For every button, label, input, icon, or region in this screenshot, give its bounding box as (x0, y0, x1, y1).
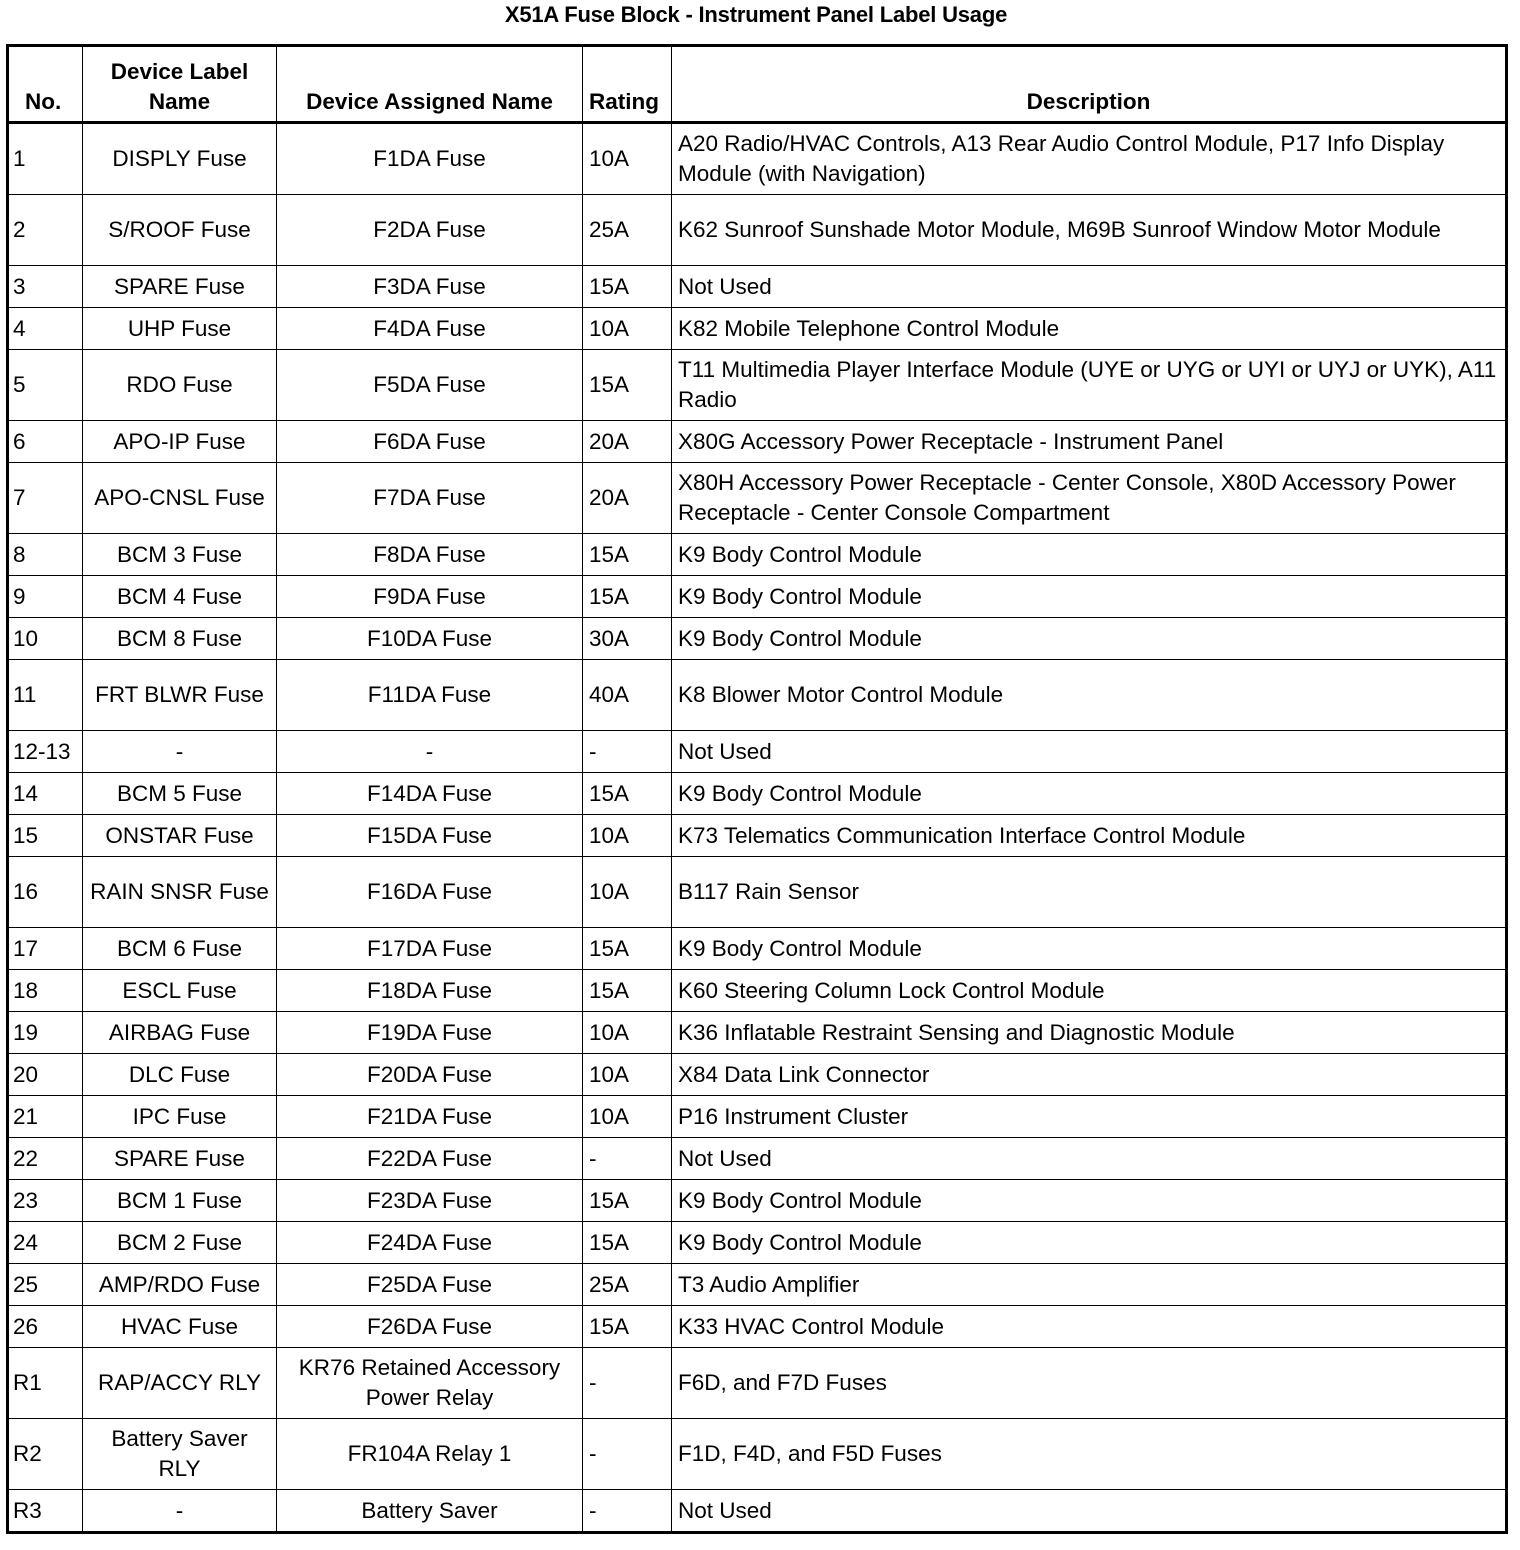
rating-cell: 15A (583, 1222, 672, 1264)
device-assigned-name-cell: F25DA Fuse (277, 1264, 583, 1306)
device-label-name-cell: BCM 3 Fuse (83, 534, 277, 576)
fuse-number-cell: 15 (8, 815, 83, 857)
device-label-name-cell: BCM 8 Fuse (83, 618, 277, 660)
rating-cell: 10A (583, 815, 672, 857)
fuse-number-cell: 8 (8, 534, 83, 576)
device-label-name-cell: ONSTAR Fuse (83, 815, 277, 857)
rating-cell: 20A (583, 421, 672, 463)
description-cell: Not Used (672, 731, 1507, 773)
device-label-name-cell: SPARE Fuse (83, 266, 277, 308)
description-cell: F1D, F4D, and F5D Fuses (672, 1419, 1507, 1490)
table-row (8, 534, 1507, 576)
device-assigned-name-cell: F14DA Fuse (277, 773, 583, 815)
device-assigned-name-cell: F5DA Fuse (277, 350, 583, 421)
fuse-number-cell: R1 (8, 1348, 83, 1419)
table-row (8, 970, 1507, 1012)
description-cell: Not Used (672, 1138, 1507, 1180)
description-cell: K9 Body Control Module (672, 1180, 1507, 1222)
description-cell: F6D, and F7D Fuses (672, 1348, 1507, 1419)
table-row (8, 1419, 1507, 1490)
rating-cell: 25A (583, 1264, 672, 1306)
description-cell: Not Used (672, 266, 1507, 308)
device-assigned-name-cell: F16DA Fuse (277, 857, 583, 928)
device-label-name-cell: - (83, 731, 277, 773)
device-assigned-name-cell: F1DA Fuse (277, 123, 583, 195)
device-assigned-name-cell: F3DA Fuse (277, 266, 583, 308)
table-row (8, 660, 1507, 731)
device-assigned-name-cell: F18DA Fuse (277, 970, 583, 1012)
fuse-number-cell: 18 (8, 970, 83, 1012)
device-assigned-name-cell: - (277, 731, 583, 773)
device-label-name-cell: RAIN SNSR Fuse (83, 857, 277, 928)
fuse-number-cell: 17 (8, 928, 83, 970)
rating-cell: 10A (583, 123, 672, 195)
description-cell: K62 Sunroof Sunshade Motor Module, M69B Sunroof Window Motor Module (672, 195, 1507, 266)
fuse-number-cell: R2 (8, 1419, 83, 1490)
table-row (8, 1054, 1507, 1096)
fuse-number-cell: 20 (8, 1054, 83, 1096)
rating-cell: 15A (583, 350, 672, 421)
fuse-number-cell: 26 (8, 1306, 83, 1348)
fuse-number-cell: 22 (8, 1138, 83, 1180)
description-cell: P16 Instrument Cluster (672, 1096, 1507, 1138)
fuse-number-cell: 9 (8, 576, 83, 618)
rating-cell: 10A (583, 308, 672, 350)
device-assigned-name-cell: KR76 Retained Accessory Power Relay (277, 1348, 583, 1419)
table-header-row (8, 46, 1507, 123)
device-label-name-cell: ESCL Fuse (83, 970, 277, 1012)
description-cell: K33 HVAC Control Module (672, 1306, 1507, 1348)
description-cell: K9 Body Control Module (672, 773, 1507, 815)
device-label-name-cell: RDO Fuse (83, 350, 277, 421)
column-header-device-label-name: Device Label Name (83, 46, 277, 123)
device-label-name-cell: APO-IP Fuse (83, 421, 277, 463)
fuse-number-cell: 11 (8, 660, 83, 731)
fuse-number-cell: 21 (8, 1096, 83, 1138)
rating-cell: 20A (583, 463, 672, 534)
device-label-name-cell: DISPLY Fuse (83, 123, 277, 195)
device-assigned-name-cell: F7DA Fuse (277, 463, 583, 534)
rating-cell: - (583, 1348, 672, 1419)
device-label-name-cell: BCM 6 Fuse (83, 928, 277, 970)
device-label-name-cell: Battery Saver RLY (83, 1419, 277, 1490)
description-cell: K36 Inflatable Restraint Sensing and Diagnostic Module (672, 1012, 1507, 1054)
device-label-name-cell: RAP/ACCY RLY (83, 1348, 277, 1419)
device-label-name-cell: FRT BLWR Fuse (83, 660, 277, 731)
device-assigned-name-cell: F2DA Fuse (277, 195, 583, 266)
table-row (8, 123, 1507, 195)
device-assigned-name-cell: F6DA Fuse (277, 421, 583, 463)
rating-cell: 30A (583, 618, 672, 660)
description-cell: K73 Telematics Communication Interface Control Module (672, 815, 1507, 857)
device-label-name-cell: SPARE Fuse (83, 1138, 277, 1180)
device-assigned-name-cell: F9DA Fuse (277, 576, 583, 618)
table-row (8, 1264, 1507, 1306)
device-assigned-name-cell: FR104A Relay 1 (277, 1419, 583, 1490)
device-label-name-cell: BCM 1 Fuse (83, 1180, 277, 1222)
fuse-number-cell: 6 (8, 421, 83, 463)
device-assigned-name-cell: F20DA Fuse (277, 1054, 583, 1096)
rating-cell: 10A (583, 1096, 672, 1138)
device-assigned-name-cell: F22DA Fuse (277, 1138, 583, 1180)
fuse-number-cell: 23 (8, 1180, 83, 1222)
device-label-name-cell: AMP/RDO Fuse (83, 1264, 277, 1306)
device-assigned-name-cell: F8DA Fuse (277, 534, 583, 576)
table-row (8, 463, 1507, 534)
rating-cell: 15A (583, 1180, 672, 1222)
table-row (8, 1222, 1507, 1264)
table-row (8, 1180, 1507, 1222)
rating-cell: - (583, 731, 672, 773)
description-cell: K9 Body Control Module (672, 928, 1507, 970)
device-label-name-cell: S/ROOF Fuse (83, 195, 277, 266)
rating-cell: - (583, 1419, 672, 1490)
fuse-number-cell: 10 (8, 618, 83, 660)
table-row (8, 1490, 1507, 1533)
table-body (8, 123, 1507, 1533)
fuse-number-cell: 2 (8, 195, 83, 266)
description-cell: K9 Body Control Module (672, 618, 1507, 660)
table-row (8, 815, 1507, 857)
table-row (8, 857, 1507, 928)
device-label-name-cell: UHP Fuse (83, 308, 277, 350)
column-header-no: No. (8, 46, 83, 123)
device-assigned-name-cell: F26DA Fuse (277, 1306, 583, 1348)
device-label-name-cell: AIRBAG Fuse (83, 1012, 277, 1054)
device-assigned-name-cell: F15DA Fuse (277, 815, 583, 857)
fuse-number-cell: 25 (8, 1264, 83, 1306)
rating-cell: 10A (583, 1012, 672, 1054)
fuse-usage-table (6, 44, 1508, 1534)
fuse-number-cell: 12-13 (8, 731, 83, 773)
description-cell: K9 Body Control Module (672, 1222, 1507, 1264)
rating-cell: 40A (583, 660, 672, 731)
rating-cell: 15A (583, 928, 672, 970)
description-cell: K9 Body Control Module (672, 576, 1507, 618)
rating-cell: 15A (583, 576, 672, 618)
description-cell: X80G Accessory Power Receptacle - Instrument Panel (672, 421, 1507, 463)
table-row (8, 576, 1507, 618)
device-assigned-name-cell: F19DA Fuse (277, 1012, 583, 1054)
description-cell: A20 Radio/HVAC Controls, A13 Rear Audio Control Module, P17 Info Display Module (with Navigation) (672, 123, 1507, 195)
fuse-number-cell: 3 (8, 266, 83, 308)
rating-cell: 15A (583, 773, 672, 815)
fuse-number-cell: 4 (8, 308, 83, 350)
description-cell: X80H Accessory Power Receptacle - Center Console, X80D Accessory Power Receptacle - Center Console Compartment (672, 463, 1507, 534)
device-assigned-name-cell: F23DA Fuse (277, 1180, 583, 1222)
fuse-number-cell: 24 (8, 1222, 83, 1264)
device-label-name-cell: APO-CNSL Fuse (83, 463, 277, 534)
fuse-number-cell: 7 (8, 463, 83, 534)
column-header-rating: Rating (583, 46, 672, 123)
rating-cell: - (583, 1138, 672, 1180)
rating-cell: 10A (583, 1054, 672, 1096)
fuse-number-cell: R3 (8, 1490, 83, 1533)
device-assigned-name-cell: F4DA Fuse (277, 308, 583, 350)
table-row (8, 266, 1507, 308)
description-cell: K9 Body Control Module (672, 534, 1507, 576)
fuse-number-cell: 14 (8, 773, 83, 815)
fuse-number-cell: 1 (8, 123, 83, 195)
device-label-name-cell: HVAC Fuse (83, 1306, 277, 1348)
table-row (8, 773, 1507, 815)
device-label-name-cell: - (83, 1490, 277, 1533)
table-row (8, 1012, 1507, 1054)
table-row (8, 1096, 1507, 1138)
table-row (8, 195, 1507, 266)
description-cell: K82 Mobile Telephone Control Module (672, 308, 1507, 350)
description-cell: T3 Audio Amplifier (672, 1264, 1507, 1306)
fuse-number-cell: 19 (8, 1012, 83, 1054)
rating-cell: - (583, 1490, 672, 1533)
device-label-name-cell: DLC Fuse (83, 1054, 277, 1096)
rating-cell: 10A (583, 857, 672, 928)
table-row (8, 308, 1507, 350)
table-row (8, 350, 1507, 421)
device-assigned-name-cell: F21DA Fuse (277, 1096, 583, 1138)
rating-cell: 15A (583, 970, 672, 1012)
description-cell: T11 Multimedia Player Interface Module (UYE or UYG or UYI or UYJ or UYK), A11 Radio (672, 350, 1507, 421)
description-cell: B117 Rain Sensor (672, 857, 1507, 928)
rating-cell: 15A (583, 266, 672, 308)
table-row (8, 1138, 1507, 1180)
table-row (8, 1348, 1507, 1419)
fuse-number-cell: 5 (8, 350, 83, 421)
device-assigned-name-cell: F24DA Fuse (277, 1222, 583, 1264)
table-row (8, 731, 1507, 773)
table-row (8, 421, 1507, 463)
rating-cell: 15A (583, 1306, 672, 1348)
description-cell: K8 Blower Motor Control Module (672, 660, 1507, 731)
device-label-name-cell: BCM 2 Fuse (83, 1222, 277, 1264)
device-label-name-cell: BCM 4 Fuse (83, 576, 277, 618)
description-cell: X84 Data Link Connector (672, 1054, 1507, 1096)
device-label-name-cell: IPC Fuse (83, 1096, 277, 1138)
rating-cell: 15A (583, 534, 672, 576)
column-header-description: Description (672, 46, 1507, 123)
description-cell: Not Used (672, 1490, 1507, 1533)
device-assigned-name-cell: F10DA Fuse (277, 618, 583, 660)
device-label-name-cell: BCM 5 Fuse (83, 773, 277, 815)
column-header-device-assigned-name: Device Assigned Name (277, 46, 583, 123)
table-row (8, 618, 1507, 660)
fuse-number-cell: 16 (8, 857, 83, 928)
device-assigned-name-cell: Battery Saver (277, 1490, 583, 1533)
table-row (8, 928, 1507, 970)
description-cell: K60 Steering Column Lock Control Module (672, 970, 1507, 1012)
page-title: X51A Fuse Block - Instrument Panel Label Usage (504, 2, 1008, 27)
device-assigned-name-cell: F17DA Fuse (277, 928, 583, 970)
rating-cell: 25A (583, 195, 672, 266)
table-row (8, 1306, 1507, 1348)
device-assigned-name-cell: F11DA Fuse (277, 660, 583, 731)
